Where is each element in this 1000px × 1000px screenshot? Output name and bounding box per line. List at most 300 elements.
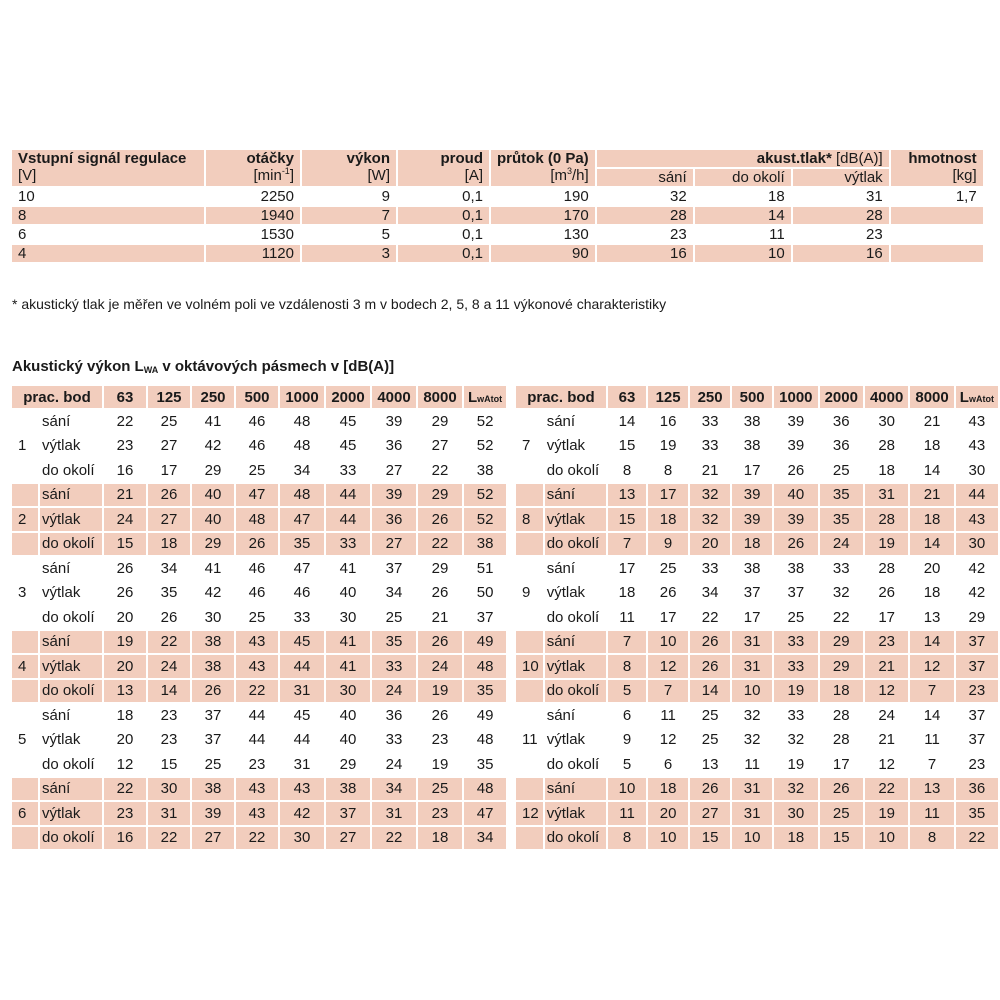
value-cell: 30 — [956, 533, 998, 556]
value-cell: 34 — [372, 582, 416, 605]
value-cell: 6 — [608, 704, 646, 727]
value-cell: 22 — [820, 606, 863, 629]
value-cell: 14 — [910, 704, 953, 727]
band-header: 63 — [104, 386, 146, 408]
table-row — [516, 606, 998, 629]
point-number — [516, 778, 543, 801]
value-cell: 26 — [104, 557, 146, 580]
value-cell: 40 — [192, 508, 234, 531]
value-cell: 40 — [192, 484, 234, 507]
value-cell: 34 — [690, 582, 730, 605]
table-row — [12, 435, 506, 458]
value-cell: 30 — [148, 778, 190, 801]
row-label: výtlak — [40, 802, 102, 825]
cell-flow: 190 — [491, 188, 595, 205]
value-cell: 7 — [910, 753, 953, 776]
value-cell: 12 — [648, 729, 688, 752]
band-header: 250 — [192, 386, 234, 408]
value-cell: 39 — [774, 410, 817, 433]
table-row — [12, 459, 506, 482]
value-cell: 23 — [148, 704, 190, 727]
value-cell: 17 — [865, 606, 908, 629]
point-number: 5 — [12, 729, 38, 752]
value-cell: 26 — [192, 680, 234, 703]
value-cell: 43 — [956, 508, 998, 531]
value-cell: 30 — [280, 827, 324, 850]
cell-okoli: 10 — [695, 245, 791, 262]
value-cell: 15 — [690, 827, 730, 850]
value-cell: 15 — [608, 508, 646, 531]
value-cell: 21 — [910, 410, 953, 433]
value-cell: 16 — [104, 827, 146, 850]
flow-header — [491, 150, 595, 186]
value-cell: 18 — [648, 508, 688, 531]
point-number: 6 — [12, 802, 38, 825]
point-number: 11 — [516, 729, 543, 752]
header-prac-bod: prac. bod — [516, 386, 606, 408]
value-cell: 25 — [418, 778, 462, 801]
value-cell: 44 — [236, 704, 278, 727]
value-cell: 33 — [372, 655, 416, 678]
value-cell: 24 — [418, 655, 462, 678]
cell-weight: 1,7 — [891, 188, 983, 205]
value-cell: 17 — [732, 459, 772, 482]
value-cell: 33 — [690, 410, 730, 433]
value-cell: 26 — [690, 631, 730, 654]
value-cell: 19 — [104, 631, 146, 654]
value-cell: 31 — [148, 802, 190, 825]
value-cell: 10 — [648, 827, 688, 850]
value-cell: 14 — [910, 631, 953, 654]
cell-current: 0,1 — [398, 226, 489, 243]
value-cell: 39 — [774, 508, 817, 531]
value-cell: 24 — [865, 704, 908, 727]
acoustic-header — [597, 150, 889, 167]
value-cell: 26 — [418, 508, 462, 531]
section-title-post: v oktávových pásmech v [dB(A)] — [158, 358, 395, 375]
value-cell: 26 — [418, 704, 462, 727]
value-cell: 47 — [280, 508, 324, 531]
value-cell: 18 — [608, 582, 646, 605]
value-cell: 47 — [280, 557, 324, 580]
row-label: do okolí — [545, 459, 606, 482]
value-cell: 7 — [910, 680, 953, 703]
row-label: výtlak — [545, 729, 606, 752]
value-cell: 10 — [608, 778, 646, 801]
value-cell: 26 — [418, 582, 462, 605]
value-cell: 19 — [865, 802, 908, 825]
value-cell: 18 — [910, 582, 953, 605]
band-header: 1000 — [280, 386, 324, 408]
table-row — [516, 827, 998, 850]
value-cell: 41 — [326, 557, 370, 580]
band-header: 2000 — [326, 386, 370, 408]
value-cell: 41 — [192, 557, 234, 580]
value-cell: 38 — [192, 778, 234, 801]
value-cell: 40 — [774, 484, 817, 507]
value-cell: 50 — [464, 582, 506, 605]
cell-rpm: 1120 — [206, 245, 300, 262]
value-cell: 41 — [326, 655, 370, 678]
sub-vytlak: výtlak — [793, 169, 889, 186]
value-cell: 15 — [104, 533, 146, 556]
value-cell: 29 — [820, 631, 863, 654]
value-cell: 13 — [690, 753, 730, 776]
value-cell: 39 — [192, 802, 234, 825]
value-cell: 44 — [280, 729, 324, 752]
current-unit: [A] — [464, 167, 483, 184]
value-cell: 35 — [372, 631, 416, 654]
value-cell: 37 — [956, 655, 998, 678]
value-cell: 28 — [820, 729, 863, 752]
value-cell: 21 — [865, 729, 908, 752]
value-cell: 7 — [648, 680, 688, 703]
value-cell: 36 — [372, 508, 416, 531]
value-cell: 29 — [418, 484, 462, 507]
cell-current: 0,1 — [398, 207, 489, 224]
row-label: do okolí — [545, 533, 606, 556]
value-cell: 24 — [148, 655, 190, 678]
value-cell: 37 — [192, 704, 234, 727]
row-label: sání — [40, 704, 102, 727]
row-label: sání — [40, 484, 102, 507]
acoustic-unit: [dB(A)] — [836, 150, 883, 167]
value-cell: 20 — [104, 606, 146, 629]
table-row — [516, 631, 998, 654]
value-cell: 48 — [280, 435, 324, 458]
value-cell: 10 — [648, 631, 688, 654]
fan-parameters-body — [12, 188, 983, 262]
row-label: sání — [545, 410, 606, 433]
octave-table-left — [10, 384, 508, 851]
value-cell: 31 — [280, 680, 324, 703]
signal-header — [12, 150, 204, 186]
table-row — [12, 631, 506, 654]
value-cell: 26 — [774, 533, 817, 556]
value-cell: 26 — [148, 484, 190, 507]
row-label: do okolí — [40, 606, 102, 629]
total-header-sub: wAtot — [477, 393, 503, 404]
value-cell: 16 — [648, 410, 688, 433]
value-cell: 44 — [236, 729, 278, 752]
weight-header — [891, 150, 983, 186]
value-cell: 34 — [148, 557, 190, 580]
value-cell: 33 — [690, 557, 730, 580]
signal-unit: [V] — [18, 167, 37, 184]
table-row — [516, 508, 998, 531]
value-cell: 15 — [608, 435, 646, 458]
value-cell: 20 — [104, 729, 146, 752]
row-label: výtlak — [40, 655, 102, 678]
value-cell: 40 — [326, 729, 370, 752]
cell-okoli: 11 — [695, 226, 791, 243]
cell-vytlak: 23 — [793, 226, 889, 243]
value-cell: 32 — [690, 484, 730, 507]
band-header: 4000 — [865, 386, 908, 408]
table-row — [12, 484, 506, 507]
value-cell: 26 — [236, 533, 278, 556]
value-cell: 39 — [372, 484, 416, 507]
value-cell: 44 — [326, 508, 370, 531]
value-cell: 32 — [774, 729, 817, 752]
value-cell: 21 — [104, 484, 146, 507]
value-cell: 37 — [192, 729, 234, 752]
table-row — [516, 655, 998, 678]
value-cell: 32 — [820, 582, 863, 605]
point-number — [516, 680, 543, 703]
value-cell: 29 — [418, 410, 462, 433]
point-number — [516, 631, 543, 654]
table-row — [12, 533, 506, 556]
cell-okoli: 14 — [695, 207, 791, 224]
value-cell: 8 — [608, 655, 646, 678]
value-cell: 46 — [236, 557, 278, 580]
value-cell: 41 — [326, 631, 370, 654]
table-row — [516, 753, 998, 776]
value-cell: 42 — [192, 435, 234, 458]
value-cell: 33 — [690, 435, 730, 458]
table-row — [12, 557, 506, 580]
value-cell: 32 — [732, 704, 772, 727]
value-cell: 22 — [148, 631, 190, 654]
value-cell: 25 — [372, 606, 416, 629]
value-cell: 18 — [774, 827, 817, 850]
value-cell: 25 — [774, 606, 817, 629]
value-cell: 18 — [910, 508, 953, 531]
value-cell: 17 — [648, 484, 688, 507]
value-cell: 35 — [820, 484, 863, 507]
value-cell: 38 — [326, 778, 370, 801]
flow-unit-sup: 3 — [566, 166, 572, 176]
value-cell: 25 — [820, 459, 863, 482]
value-cell: 34 — [464, 827, 506, 850]
signal-title: Vstupní signál regulace — [18, 150, 187, 167]
row-label: do okolí — [40, 827, 102, 850]
value-cell: 48 — [236, 508, 278, 531]
point-number: 1 — [12, 435, 38, 458]
table-row — [516, 484, 998, 507]
cell-vytlak: 31 — [793, 188, 889, 205]
value-cell: 23 — [418, 729, 462, 752]
value-cell: 43 — [236, 655, 278, 678]
value-cell: 27 — [418, 435, 462, 458]
cell-weight — [891, 226, 983, 243]
value-cell: 23 — [418, 802, 462, 825]
cell-rpm: 1940 — [206, 207, 300, 224]
value-cell: 40 — [326, 704, 370, 727]
value-cell: 11 — [910, 802, 953, 825]
table-row — [12, 582, 506, 605]
flow-title: průtok (0 Pa) — [497, 150, 589, 167]
total-header — [956, 386, 998, 408]
value-cell: 38 — [464, 459, 506, 482]
cell-power: 9 — [302, 188, 396, 205]
point-number — [12, 484, 38, 507]
value-cell: 10 — [732, 680, 772, 703]
value-cell: 38 — [774, 557, 817, 580]
total-header-main: L — [468, 388, 478, 406]
table-row — [516, 410, 998, 433]
table-row — [12, 606, 506, 629]
value-cell: 30 — [774, 802, 817, 825]
value-cell: 29 — [192, 533, 234, 556]
value-cell: 21 — [690, 459, 730, 482]
value-cell: 26 — [648, 582, 688, 605]
row-label: výtlak — [545, 802, 606, 825]
sub-okoli: do okolí — [695, 169, 791, 186]
value-cell: 9 — [608, 729, 646, 752]
flow-unit-pre: [m — [550, 167, 567, 184]
cell-current: 0,1 — [398, 245, 489, 262]
value-cell: 35 — [464, 753, 506, 776]
table-row — [12, 729, 506, 752]
value-cell: 27 — [192, 827, 234, 850]
cell-flow: 170 — [491, 207, 595, 224]
value-cell: 33 — [774, 631, 817, 654]
value-cell: 22 — [865, 778, 908, 801]
value-cell: 45 — [326, 410, 370, 433]
value-cell: 21 — [418, 606, 462, 629]
point-number: 2 — [12, 508, 38, 531]
value-cell: 6 — [648, 753, 688, 776]
cell-power: 7 — [302, 207, 396, 224]
value-cell: 52 — [464, 435, 506, 458]
value-cell: 48 — [280, 410, 324, 433]
value-cell: 43 — [956, 410, 998, 433]
point-number — [12, 459, 38, 482]
value-cell: 46 — [236, 435, 278, 458]
point-number — [516, 753, 543, 776]
value-cell: 11 — [732, 753, 772, 776]
value-cell: 52 — [464, 484, 506, 507]
value-cell: 46 — [236, 410, 278, 433]
value-cell: 39 — [372, 410, 416, 433]
table-row — [12, 508, 506, 531]
cell-current: 0,1 — [398, 188, 489, 205]
value-cell: 39 — [732, 508, 772, 531]
value-cell: 13 — [910, 778, 953, 801]
value-cell: 12 — [865, 753, 908, 776]
value-cell: 46 — [236, 582, 278, 605]
point-number — [12, 680, 38, 703]
value-cell: 14 — [690, 680, 730, 703]
value-cell: 37 — [956, 704, 998, 727]
point-number — [12, 533, 38, 556]
band-header: 125 — [148, 386, 190, 408]
point-number: 10 — [516, 655, 543, 678]
value-cell: 19 — [418, 680, 462, 703]
table-row — [12, 827, 506, 850]
value-cell: 26 — [690, 655, 730, 678]
point-number — [12, 704, 38, 727]
value-cell: 18 — [148, 533, 190, 556]
cell-power: 3 — [302, 245, 396, 262]
row-label: do okolí — [40, 533, 102, 556]
value-cell: 31 — [865, 484, 908, 507]
weight-title: hmotnost — [908, 150, 977, 167]
value-cell: 8 — [608, 827, 646, 850]
value-cell: 24 — [820, 533, 863, 556]
value-cell: 5 — [608, 753, 646, 776]
table-row — [12, 680, 506, 703]
value-cell: 43 — [956, 435, 998, 458]
point-number: 12 — [516, 802, 543, 825]
point-number: 3 — [12, 582, 38, 605]
point-number — [516, 827, 543, 850]
value-cell: 52 — [464, 410, 506, 433]
table-row — [12, 802, 506, 825]
value-cell: 16 — [104, 459, 146, 482]
cell-sani: 32 — [597, 188, 693, 205]
value-cell: 25 — [690, 729, 730, 752]
value-cell: 31 — [732, 778, 772, 801]
value-cell: 42 — [280, 802, 324, 825]
cell-flow: 90 — [491, 245, 595, 262]
current-title: proud — [440, 150, 483, 167]
value-cell: 26 — [418, 631, 462, 654]
value-cell: 37 — [956, 631, 998, 654]
row-label: do okolí — [40, 753, 102, 776]
row-label: výtlak — [545, 655, 606, 678]
row-label: do okolí — [545, 753, 606, 776]
value-cell: 7 — [608, 533, 646, 556]
value-cell: 14 — [608, 410, 646, 433]
value-cell: 43 — [236, 631, 278, 654]
value-cell: 37 — [732, 582, 772, 605]
value-cell: 36 — [820, 410, 863, 433]
value-cell: 48 — [464, 729, 506, 752]
band-header: 63 — [608, 386, 646, 408]
cell-power: 5 — [302, 226, 396, 243]
point-number — [516, 704, 543, 727]
table-row — [12, 753, 506, 776]
value-cell: 19 — [418, 753, 462, 776]
value-cell: 29 — [820, 655, 863, 678]
rpm-unit-pre: [min — [253, 167, 282, 184]
point-number — [516, 557, 543, 580]
value-cell: 35 — [280, 533, 324, 556]
value-cell: 8 — [910, 827, 953, 850]
value-cell: 19 — [648, 435, 688, 458]
value-cell: 38 — [192, 655, 234, 678]
value-cell: 36 — [372, 704, 416, 727]
band-header: 125 — [648, 386, 688, 408]
value-cell: 39 — [732, 484, 772, 507]
value-cell: 15 — [820, 827, 863, 850]
power-header — [302, 150, 396, 186]
value-cell: 45 — [326, 435, 370, 458]
band-header: 250 — [690, 386, 730, 408]
point-number — [12, 410, 38, 433]
table-row — [516, 680, 998, 703]
value-cell: 18 — [910, 435, 953, 458]
value-cell: 24 — [372, 753, 416, 776]
value-cell: 28 — [865, 508, 908, 531]
value-cell: 26 — [774, 459, 817, 482]
value-cell: 25 — [236, 606, 278, 629]
table-row — [12, 410, 506, 433]
value-cell: 49 — [464, 631, 506, 654]
value-cell: 24 — [104, 508, 146, 531]
band-header: 4000 — [372, 386, 416, 408]
value-cell: 28 — [865, 557, 908, 580]
table-row — [516, 802, 998, 825]
row-label: sání — [40, 778, 102, 801]
value-cell: 23 — [956, 680, 998, 703]
value-cell: 22 — [956, 827, 998, 850]
cell-rpm: 2250 — [206, 188, 300, 205]
point-number — [516, 533, 543, 556]
